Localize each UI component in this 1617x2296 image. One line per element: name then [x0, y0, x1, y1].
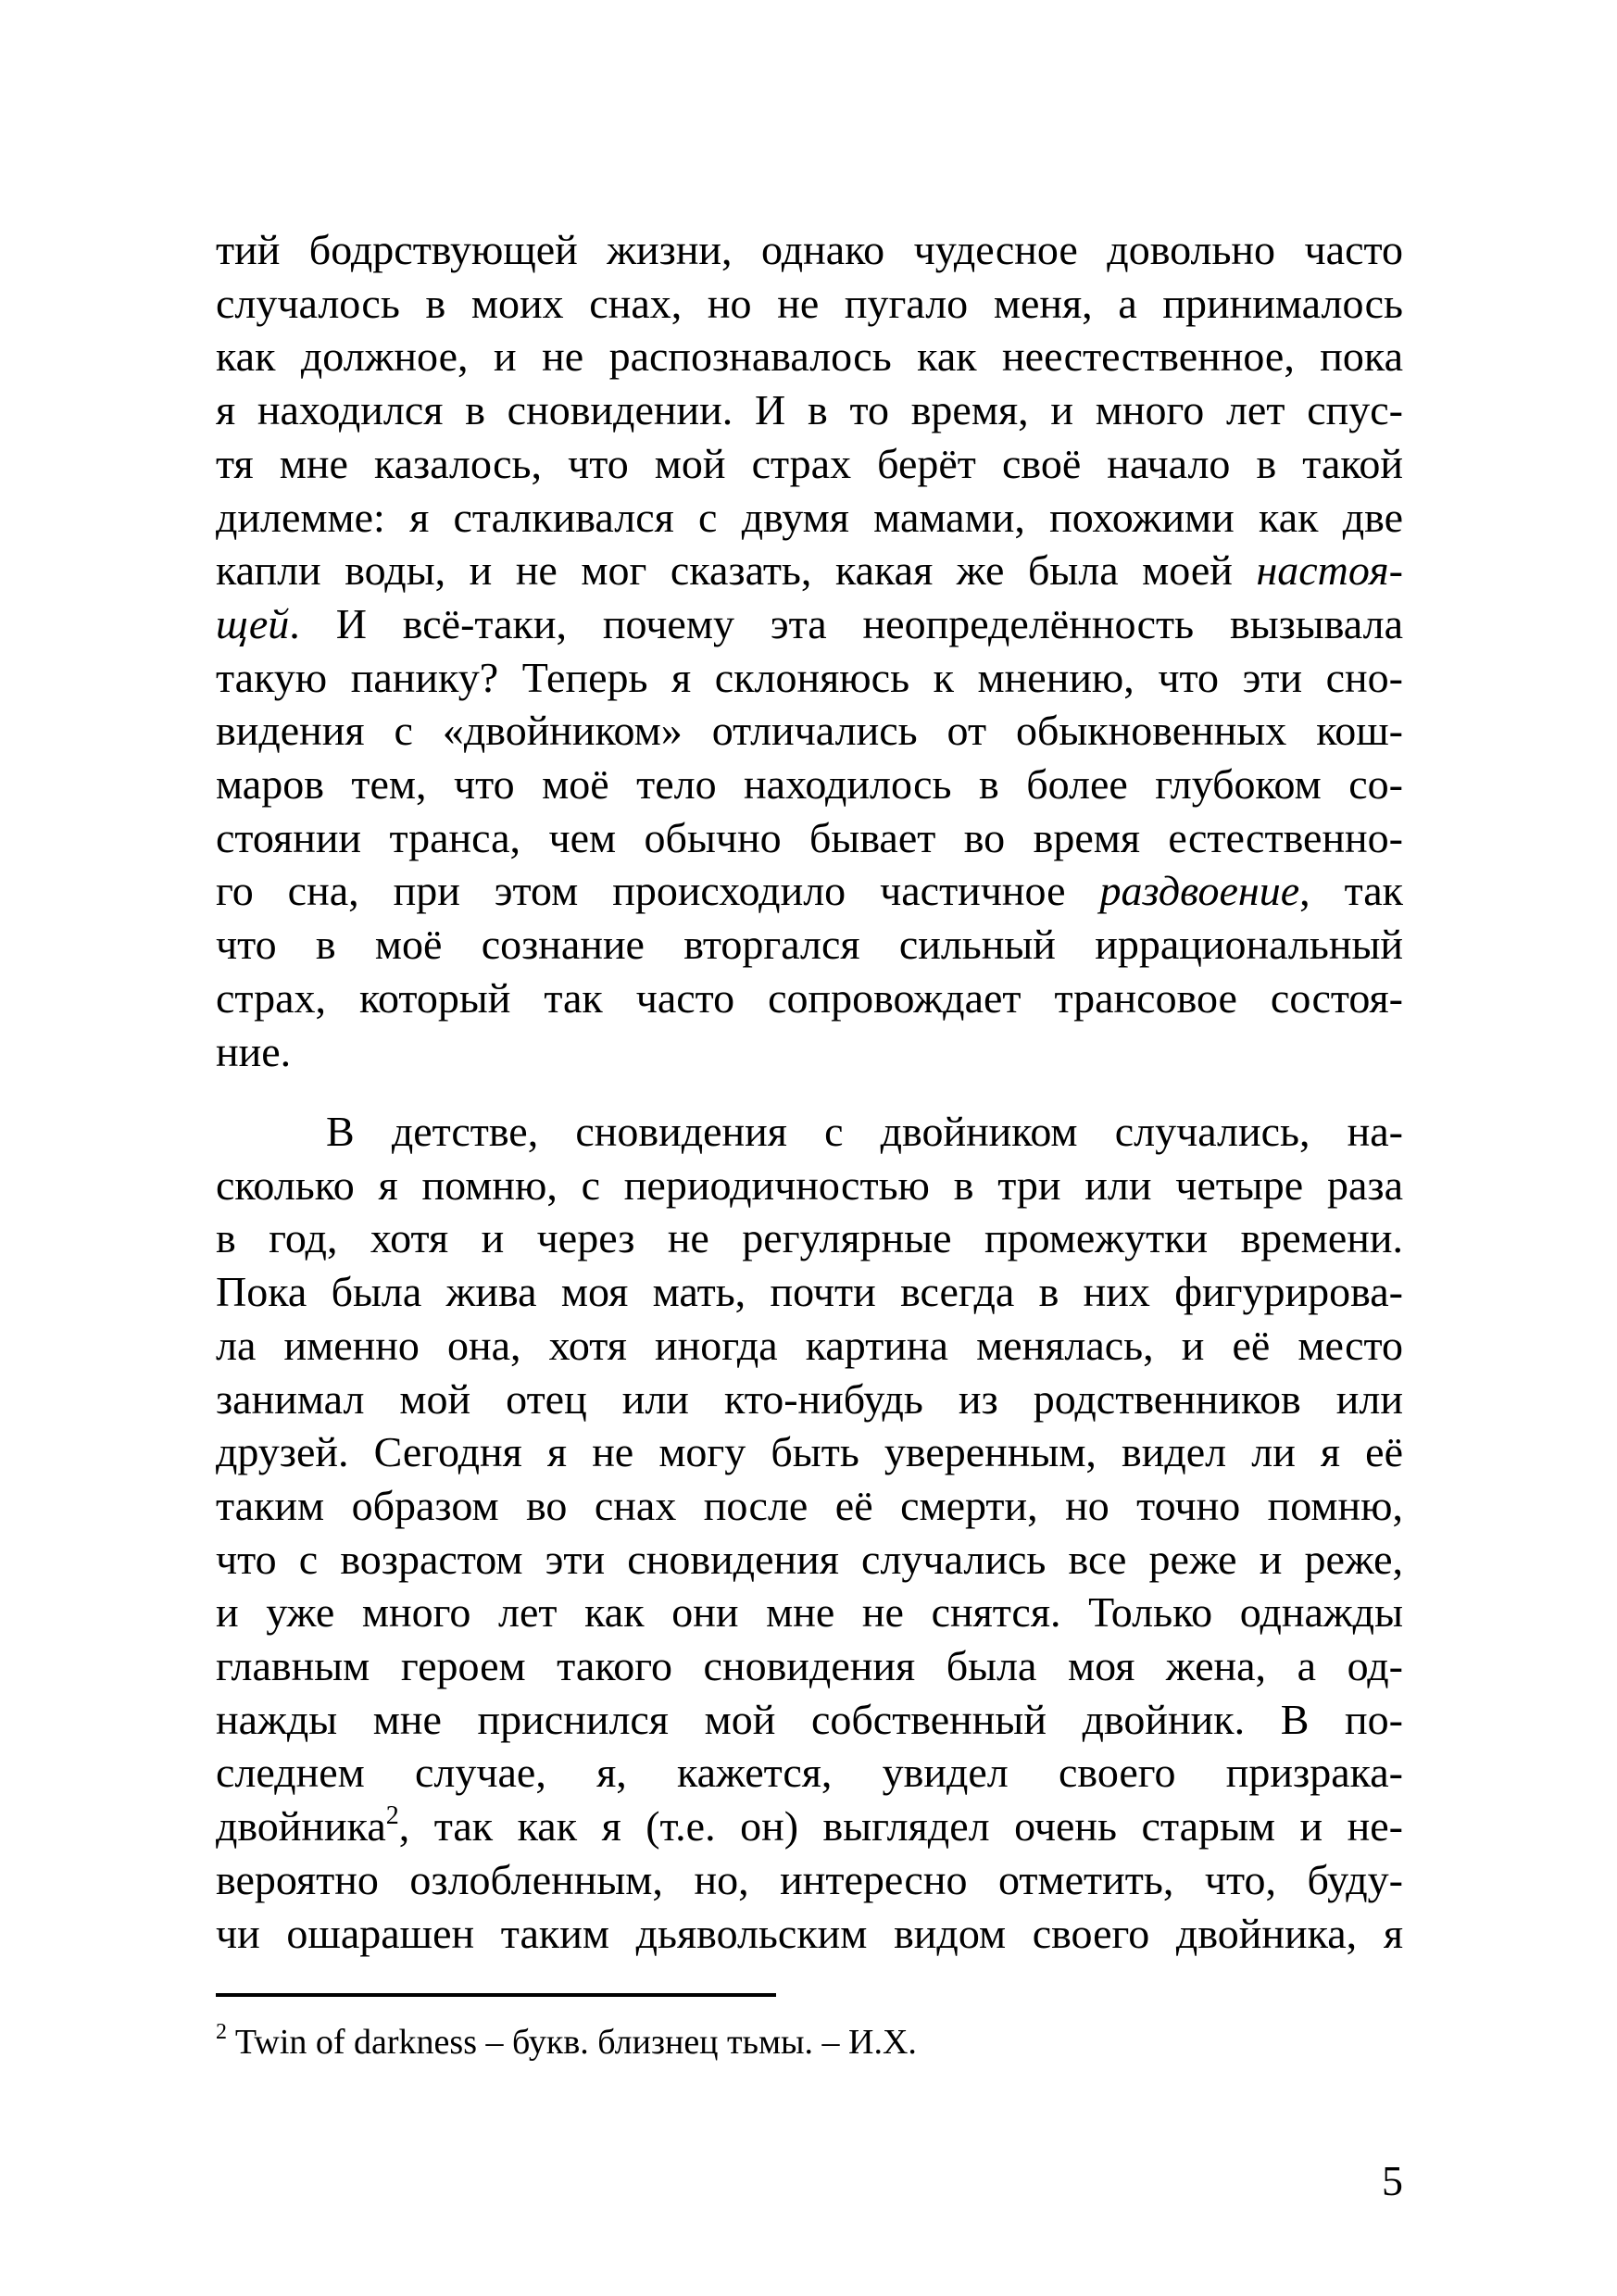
text-line — [216, 1159, 1403, 1212]
text-line — [216, 1373, 1403, 1426]
text-line — [216, 383, 1403, 437]
text-segment: таким образом во снах после её смерти, но точно помню, — [216, 1481, 1403, 1529]
text-line — [216, 1586, 1403, 1639]
text-line — [216, 1211, 1403, 1265]
text-segment: Пока была жива моя мать, почти всегда в них фигурирова- — [216, 1268, 1403, 1316]
text-segment: В детстве, сновидения с двойником случались, на- — [326, 1108, 1403, 1155]
text-segment: сколько я помню, с периодичностью в три или четыре раза — [216, 1161, 1403, 1209]
footnote-divider — [216, 1993, 776, 1997]
text-segment: двойника — [216, 1802, 386, 1851]
text-line — [216, 1800, 1403, 1853]
italic-text: раздвоение — [1099, 867, 1300, 915]
text-segment: , так — [1299, 867, 1403, 915]
text-segment: нажды мне приснился мой собственный двойник. В по- — [216, 1695, 1403, 1743]
text-line — [216, 1853, 1403, 1907]
italic-text: щей — [216, 599, 290, 647]
text-line — [216, 811, 1403, 865]
text-segment: главным героем такого сновидения была моя жена, а од- — [216, 1642, 1403, 1689]
text-segment: и уже много лет как они мне не снятся. Только однажды — [216, 1588, 1403, 1637]
text-segment: следнем случае, я, кажется, увидел своего призрака- — [216, 1749, 1403, 1797]
italic-text: настоя- — [1256, 546, 1403, 595]
text-line — [216, 864, 1403, 918]
text-line — [216, 918, 1403, 972]
text-segment: такую панику? Теперь я склоняюсь к мнению, что эти сно- — [216, 653, 1403, 701]
text-line — [216, 437, 1403, 491]
text-segment: что в моё сознание вторгался сильный иррациональный — [216, 921, 1403, 969]
text-segment: тя мне казалось, что мой страх берёт своё начало в такой — [216, 439, 1403, 487]
text-segment: маров тем, что моё тело находилось в более глубоком со- — [216, 760, 1403, 808]
text-segment: вероятно озлобленным, но, интересно отметить, что, буду- — [216, 1855, 1403, 1903]
text-segment: стоянии транса, чем обычно бывает во время естественно- — [216, 813, 1403, 861]
text-line — [216, 704, 1403, 758]
text-line — [216, 1025, 1403, 1079]
text-segment: занимал мой отец или кто-нибудь из родственников или — [216, 1374, 1403, 1423]
text-line — [216, 597, 1403, 651]
text-segment: тий бодрствующей жизни, однако чудесное довольно часто — [216, 226, 1403, 273]
text-line — [216, 1319, 1403, 1373]
text-line — [216, 1105, 1403, 1159]
text-segment: , так как я (т.е. он) выглядел очень старым и не- — [398, 1802, 1403, 1851]
text-segment: видения с «двойником» отличались от обыкновенных кош- — [216, 707, 1403, 755]
text-segment: в год, хотя и через не регулярные промежутки времени. — [216, 1214, 1403, 1262]
text-line — [216, 277, 1403, 331]
text-line — [216, 1639, 1403, 1693]
text-segment: капли воды, и не мог сказать, какая же была моей — [216, 546, 1257, 595]
text-line — [216, 1265, 1403, 1319]
text-segment: дилемме: я сталкивался с двумя мамами, похожими как две — [216, 493, 1403, 541]
text-line — [216, 758, 1403, 811]
text-line — [216, 223, 1403, 277]
page-number: 5 — [1382, 2157, 1403, 2204]
text-line — [216, 1907, 1403, 1961]
text-line — [216, 1479, 1403, 1533]
text-segment: как должное, и не распознавалось как неестественное, пока — [216, 332, 1403, 381]
text-segment: случалось в моих снах, но не пугало меня, а принималось — [216, 279, 1403, 327]
text-segment: что с возрастом эти сновидения случались все реже и реже, — [216, 1535, 1403, 1583]
footnote-text: Twin of darkness – букв. близнец тьмы. – И.Х. — [227, 2023, 917, 2062]
text-line — [216, 1425, 1403, 1479]
footnote-mark: 2 — [216, 2020, 227, 2044]
footnote — [216, 2019, 917, 2065]
text-segment: друзей. Сегодня я не могу быть уверенным, видел ли я её — [216, 1428, 1403, 1476]
text-segment: ла именно она, хотя иногда картина менялась, и её место — [216, 1321, 1403, 1369]
text-line — [216, 1746, 1403, 1800]
text-line — [216, 544, 1403, 597]
text-segment: . И всё-таки, почему эта неопределённость вызывала — [289, 599, 1403, 647]
text-segment: страх, который так часто сопровождает трансовое состоя- — [216, 973, 1403, 1022]
text-line — [216, 330, 1403, 383]
text-segment: го сна, при этом происходило частичное — [216, 867, 1100, 915]
text-line — [216, 972, 1403, 1025]
text-segment: чи ошарашен таким дьявольским видом своего двойника, я — [216, 1909, 1403, 1957]
text-line — [216, 1533, 1403, 1587]
text-line — [216, 491, 1403, 545]
text-line — [216, 651, 1403, 705]
footnote-reference[interactable]: 2 — [385, 1801, 399, 1831]
text-segment: я находился в сновидении. И в то время, и много лет спус- — [216, 386, 1403, 434]
text-segment: ние. — [216, 1027, 292, 1075]
text-line — [216, 1693, 1403, 1747]
